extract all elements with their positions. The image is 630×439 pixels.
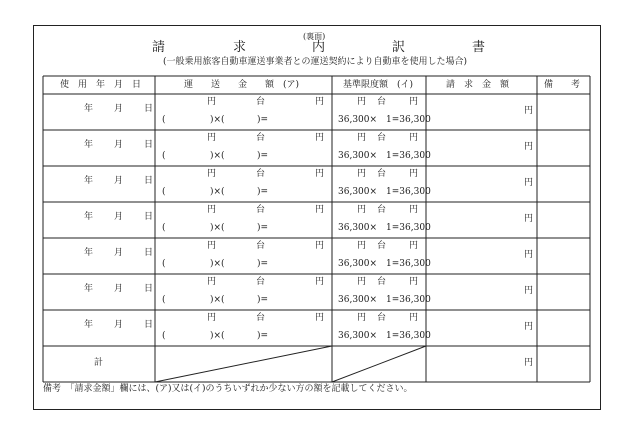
claim-yen: 円 (524, 106, 534, 116)
fare-units: 台 (256, 205, 266, 215)
formula-mid: )×( (210, 331, 225, 341)
formula-open: ( (162, 331, 166, 341)
formula-eq: )= (257, 187, 269, 197)
title-char-4: 訳 (392, 40, 406, 55)
limit-units: 台 (377, 241, 387, 251)
limit-yen-2: 円 (409, 241, 419, 251)
limit-yen-2: 円 (409, 205, 419, 215)
year-label: 年 (84, 212, 94, 222)
limit-yen-1: 円 (357, 97, 367, 107)
formula-eq: )= (257, 331, 269, 341)
year-label: 年 (84, 284, 94, 294)
claim-yen: 円 (524, 142, 534, 152)
limit-formula: 36,300× 1=36,300 (338, 151, 431, 161)
month-label: 月 (114, 104, 124, 114)
title-char-2: 求 (233, 40, 247, 55)
formula-open: ( (162, 151, 166, 161)
limit-yen-2: 円 (409, 277, 419, 287)
month-label: 月 (114, 176, 124, 186)
limit-formula: 36,300× 1=36,300 (338, 187, 431, 197)
formula-mid: )×( (210, 187, 225, 197)
fare-unit-yen: 円 (207, 205, 217, 215)
claim-yen: 円 (524, 178, 534, 188)
formula-open: ( (162, 259, 166, 269)
formula-eq: )= (257, 223, 269, 233)
fare-units: 台 (256, 313, 266, 323)
fare-total-yen: 円 (315, 97, 325, 107)
note: 備考 「請求金額」欄には、(ア)又は(イ)のうちいずれか少ない方の額を記載してください。 (43, 384, 413, 394)
year-label: 年 (84, 320, 94, 330)
month-label: 月 (114, 284, 124, 294)
claim-yen: 円 (524, 322, 534, 332)
header-limit: 基準限度額 (イ) (343, 80, 414, 90)
day-label: 日 (144, 140, 154, 150)
year-label: 年 (84, 176, 94, 186)
limit-units: 台 (377, 313, 387, 323)
limit-yen-1: 円 (357, 133, 367, 143)
formula-mid: )×( (210, 151, 225, 161)
title-char-5: 書 (472, 40, 486, 55)
formula-mid: )×( (210, 115, 225, 125)
limit-formula: 36,300× 1=36,300 (338, 259, 431, 269)
limit-yen-2: 円 (409, 313, 419, 323)
day-label: 日 (144, 284, 154, 294)
month-label: 月 (114, 212, 124, 222)
year-label: 年 (84, 140, 94, 150)
formula-open: ( (162, 187, 166, 197)
limit-yen-1: 円 (357, 169, 367, 179)
formula-eq: )= (257, 151, 269, 161)
limit-yen-1: 円 (357, 313, 367, 323)
fare-unit-yen: 円 (207, 169, 217, 179)
title-char-1: 請 (152, 40, 166, 55)
year-label: 年 (84, 104, 94, 114)
fare-total-yen: 円 (315, 205, 325, 215)
limit-yen-2: 円 (409, 97, 419, 107)
fare-unit-yen: 円 (207, 313, 217, 323)
fare-total-yen: 円 (315, 277, 325, 287)
limit-units: 台 (377, 97, 387, 107)
subtitle: (一般乗用旅客自動車運送事業者との運送契約により自動車を使用した場合) (162, 57, 468, 67)
month-label: 月 (114, 140, 124, 150)
formula-mid: )×( (210, 259, 225, 269)
fare-units: 台 (256, 241, 266, 251)
limit-formula: 36,300× 1=36,300 (338, 223, 431, 233)
limit-formula: 36,300× 1=36,300 (338, 295, 431, 305)
formula-mid: )×( (210, 295, 225, 305)
formula-open: ( (162, 115, 166, 125)
limit-yen-2: 円 (409, 169, 419, 179)
fare-total-yen: 円 (315, 133, 325, 143)
total-yen: 円 (524, 358, 534, 368)
limit-units: 台 (377, 205, 387, 215)
formula-eq: )= (257, 259, 269, 269)
limit-units: 台 (377, 277, 387, 287)
header-claim: 請 求 金 額 (446, 80, 510, 90)
header-remarks: 備 考 (544, 80, 581, 90)
formula-eq: )= (257, 115, 269, 125)
fare-unit-yen: 円 (207, 97, 217, 107)
month-label: 月 (114, 320, 124, 330)
claim-yen: 円 (524, 286, 534, 296)
month-label: 月 (114, 248, 124, 258)
total-label: 計 (94, 358, 104, 368)
side-label: (裏面) (303, 32, 326, 41)
limit-formula: 36,300× 1=36,300 (338, 115, 431, 125)
limit-yen-1: 円 (357, 277, 367, 287)
fare-unit-yen: 円 (207, 241, 217, 251)
formula-open: ( (162, 295, 166, 305)
fare-total-yen: 円 (315, 169, 325, 179)
year-label: 年 (84, 248, 94, 258)
day-label: 日 (144, 320, 154, 330)
fare-unit-yen: 円 (207, 133, 217, 143)
day-label: 日 (144, 212, 154, 222)
claim-yen: 円 (524, 250, 534, 260)
fare-units: 台 (256, 133, 266, 143)
limit-yen-2: 円 (409, 133, 419, 143)
total-limit-diagonal (332, 346, 426, 382)
formula-eq: )= (257, 295, 269, 305)
day-label: 日 (144, 176, 154, 186)
formula-mid: )×( (210, 223, 225, 233)
fare-total-yen: 円 (315, 313, 325, 323)
fare-unit-yen: 円 (207, 277, 217, 287)
limit-yen-1: 円 (357, 241, 367, 251)
day-label: 日 (144, 104, 154, 114)
limit-yen-1: 円 (357, 205, 367, 215)
title-char-3: 内 (312, 40, 326, 55)
header-date: 使 用 年 月 日 (60, 80, 142, 90)
header-fare: 運 送 金 額 (ア) (184, 80, 300, 90)
limit-formula: 36,300× 1=36,300 (338, 331, 431, 341)
limit-units: 台 (377, 133, 387, 143)
claim-yen: 円 (524, 214, 534, 224)
fare-units: 台 (256, 277, 266, 287)
limit-units: 台 (377, 169, 387, 179)
total-fare-diagonal (155, 346, 332, 382)
day-label: 日 (144, 248, 154, 258)
fare-total-yen: 円 (315, 241, 325, 251)
fare-units: 台 (256, 97, 266, 107)
formula-open: ( (162, 223, 166, 233)
fare-units: 台 (256, 169, 266, 179)
